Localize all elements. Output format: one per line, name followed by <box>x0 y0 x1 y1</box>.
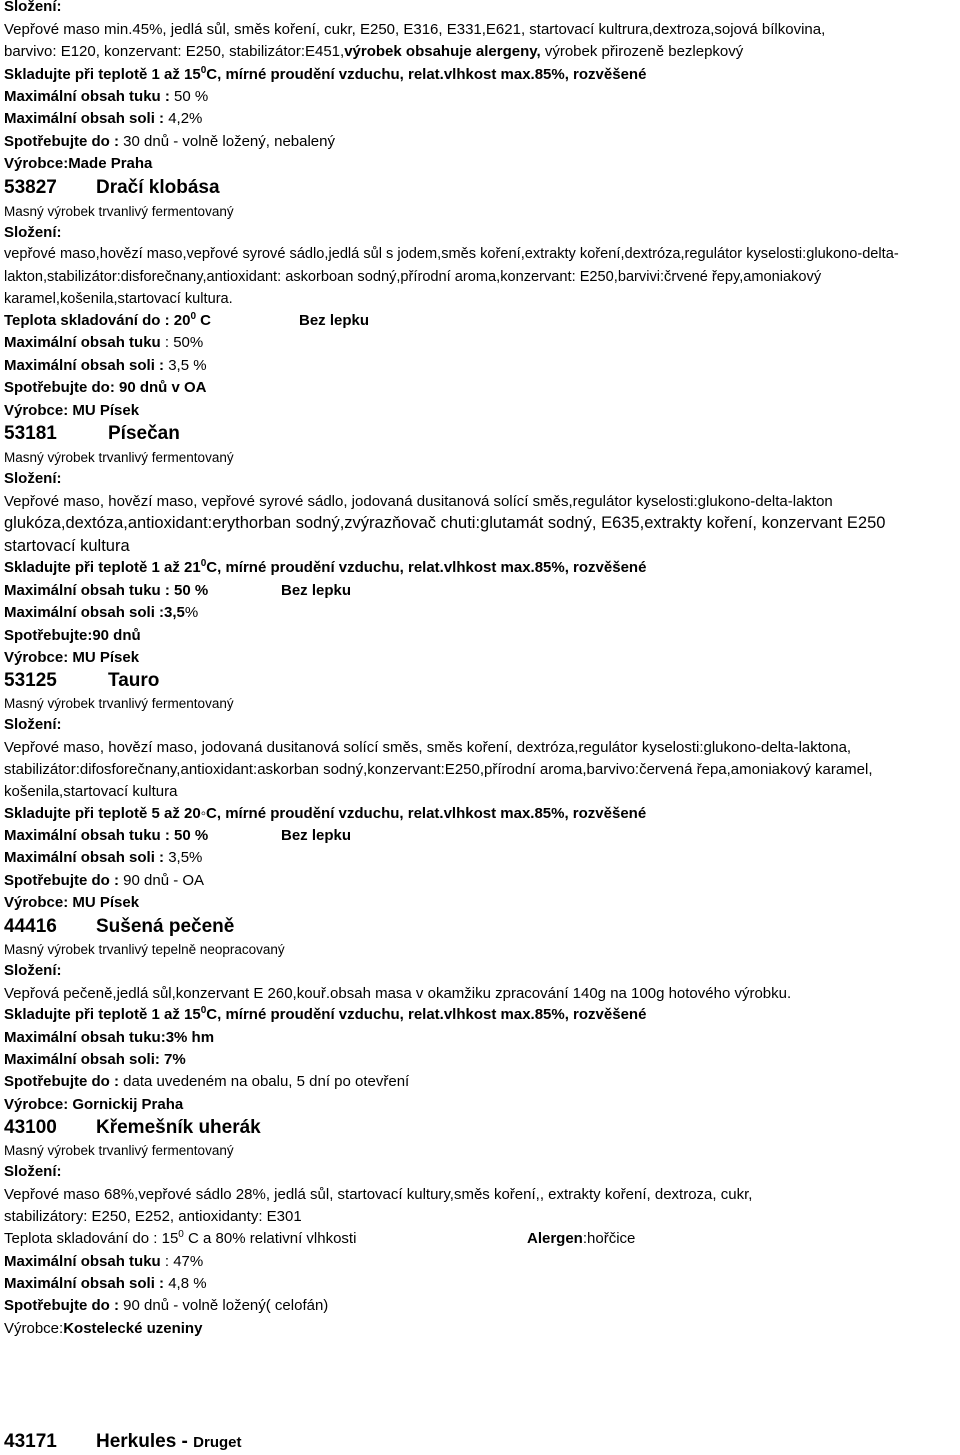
ingredients-line: Vepřové maso, hovězí maso, jodovaná dusitanová solící směs, směs koření, dextróza,regulátor kyselosti:glukono-delta-laktona, <box>4 739 852 756</box>
composition-heading: Složení: <box>4 224 62 241</box>
storage-conditions: Teplota skladování do : $20^0$ C Bez lepku <box>4 311 370 329</box>
producer: Výrobce:Made Praha <box>4 155 153 172</box>
product-name: Písečan <box>108 423 180 444</box>
composition-heading: Složení: <box>4 716 62 733</box>
use-by: Spotřebujte do : 90 dnů - OA <box>4 872 205 889</box>
use-by: Spotřebujte do : 90 dnů - volně ložený( celofán) <box>4 1297 329 1314</box>
product-type: Masný výrobek trvanlivý fermentovaný <box>4 696 234 711</box>
product-heading <box>4 1430 242 1454</box>
composition-heading: Složení: <box>4 1163 62 1180</box>
product-type: Masný výrobek trvanlivý tepelně neopracovaný <box>4 942 285 957</box>
product-name: Křemešník uherák <box>96 1117 261 1138</box>
product-code: 44416 <box>4 916 57 937</box>
storage-conditions: Teplota skladování do : $15^0$ C a 80% relativní vlhkosti Alergen:hořčice <box>4 1229 636 1247</box>
product-type: Masný výrobek trvanlivý fermentovaný <box>4 204 234 219</box>
producer: Výrobce: MU Písek <box>4 894 140 911</box>
ingredients-text: vepřové maso,hovězí maso,vepřové syrové sádlo,jedlá sůl s jodem,směs koření,extrakty koření,dextróza,regulátor kyselosti:glukono-delta-lakton,stabilizátor:disforečnany,antioxidant: askorboan sodný,přírodní aroma,konzervant: E250,barvivi:črvené řepy,amoniakový karamel,košenila,startovací kultura. <box>4 246 899 307</box>
product-heading <box>4 1116 261 1140</box>
allergen-note: Alergen:hořčice <box>527 1230 636 1247</box>
use-by: Spotřebujte do: 90 dnů v OA <box>4 379 207 396</box>
producer: Výrobce:Kostelecké uzeniny <box>4 1320 203 1337</box>
max-fat: Maximální obsah tuku : 50 % Bez lepku <box>4 582 352 599</box>
max-fat: Maximální obsah tuku : 50% <box>4 334 204 351</box>
product-code: 53827 <box>4 177 57 198</box>
gluten-free-badge: Bez lepku <box>281 827 352 844</box>
ingredients-line: Vepřové maso min.45%, jedlá sůl, směs koření, cukr, E250, E316, E331,E621, startovací kultrura,dextroza,sojová bílkovina, <box>4 21 826 38</box>
product-code: 43100 <box>4 1117 57 1138</box>
max-fat: Maximální obsah tuku : 50 % Bez lepku <box>4 827 352 844</box>
ingredients-line: startovací kultura <box>4 537 130 555</box>
ingredients-line: košenila,startovací kultura <box>4 783 178 800</box>
max-salt: Maximální obsah soli : 3,5% <box>4 849 203 866</box>
product-heading <box>4 915 235 939</box>
ingredients-line: Vepřová pečeně,jedlá sůl,konzervant E 260,kouř.obsah masa v okamžiku zpracování 140g na 100g hotového výrobku. <box>4 985 792 1002</box>
max-salt: Maximální obsah soli : 4,2% <box>4 110 203 127</box>
product-code: 53181 <box>4 423 57 444</box>
storage-conditions: Skladujte při teplotě 1 až $15^0C$, mírné proudění vzduchu, relat.vlhkost max.85%, rozvěšené <box>4 1005 647 1023</box>
ingredients-line: Vepřové maso, hovězí maso, vepřové syrové sádlo, jodovaná dusitanová solící směs,regulátor kyselosti:glukono-delta-lakton <box>4 493 833 510</box>
product-name: Herkules - Druget <box>96 1431 242 1452</box>
max-fat: Maximální obsah tuku : 50 % <box>4 88 209 105</box>
use-by: Spotřebujte do : 30 dnů - volně ložený, nebalený <box>4 133 335 150</box>
producer: Výrobce: MU Písek <box>4 402 140 419</box>
max-salt: Maximální obsah soli :3,5% <box>4 604 199 621</box>
use-by: Spotřebujte:90 dnů <box>4 627 141 644</box>
product-heading <box>4 422 180 446</box>
use-by: Spotřebujte do : data uvedeném na obalu, 5 dní po otevření <box>4 1073 410 1090</box>
product-code: 43171 <box>4 1431 57 1452</box>
gluten-free-badge: Bez lepku <box>281 582 352 599</box>
storage-conditions: Skladujte při teplotě 1 až $15^0C$, mírné proudění vzduchu, relat.vlhkost max.85%, rozvěšené <box>4 65 647 83</box>
ingredients-line: stabilizátory: E250, E252, antioxidanty: E301 <box>4 1208 302 1225</box>
max-salt: Maximální obsah soli : 3,5 % <box>4 357 207 374</box>
product-name: Dračí klobása <box>96 177 220 198</box>
storage-conditions: Skladujte při teplotě 1 až $21^0C$, mírné proudění vzduchu, relat.vlhkost max.85%, rozvěšené <box>4 558 647 576</box>
producer: Výrobce: Gornickij Praha <box>4 1096 184 1113</box>
product-name: Tauro <box>108 670 160 691</box>
product-heading <box>4 669 160 693</box>
ingredients-line: barvivo: E120, konzervant: E250, stabilizátor:E451,výrobek obsahuje alergeny, výrobek přirozeně bezlepkový <box>4 43 744 60</box>
composition-heading: Složení: <box>4 470 62 487</box>
ingredients-line: glukóza,dextóza,antioxidant:erythorban sodný,zvýrazňovač chuti:glutamát sodný, E635,extrakty koření, konzervant E250 <box>4 514 886 532</box>
composition-heading: Složení: <box>4 962 62 979</box>
gluten-free-badge: Bez lepku <box>299 312 370 329</box>
product-code: 53125 <box>4 670 57 691</box>
composition-heading: Složení: <box>4 0 62 15</box>
product-type: Masný výrobek trvanlivý fermentovaný <box>4 450 234 465</box>
ingredients-line: stabilizátor:difosforečnany,antioxidant:askorban sodný,konzervant:E250,přírodní aroma,barvivo:červená řepa,amoniakový karamel, <box>4 761 873 778</box>
ingredients-line: Vepřové maso 68%,vepřové sádlo 28%, jedlá sůl, startovací kultury,směs koření,, extrakty koření, dextroza, cukr, <box>4 1186 753 1203</box>
product-type: Masný výrobek trvanlivý fermentovaný <box>4 1143 234 1158</box>
storage-conditions: Skladujte při teplotě 5 až 20◦C, mírné proudění vzduchu, relat.vlhkost max.85%, rozvěšené <box>4 805 647 822</box>
max-salt: Maximální obsah soli : 4,8 % <box>4 1275 207 1292</box>
producer: Výrobce: MU Písek <box>4 649 140 666</box>
max-fat: Maximální obsah tuku:3% hm <box>4 1029 215 1046</box>
product-heading <box>4 176 220 200</box>
max-salt: Maximální obsah soli: 7% <box>4 1051 186 1068</box>
product-name: Sušená pečeně <box>96 916 235 937</box>
max-fat: Maximální obsah tuku : 47% <box>4 1253 204 1270</box>
